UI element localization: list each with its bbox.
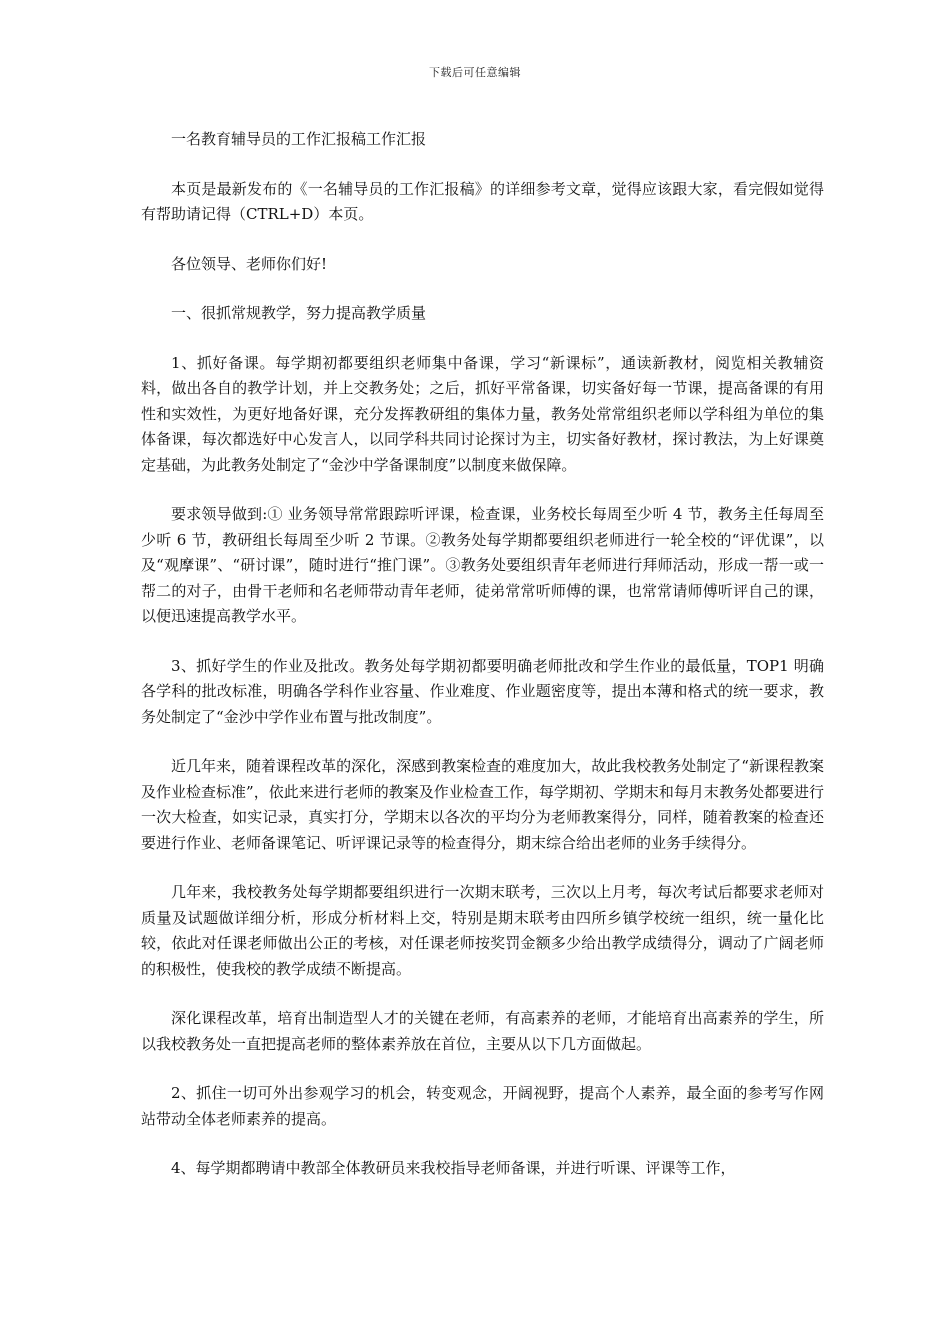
- paragraph-intro: 本页是最新发布的《一名辅导员的工作汇报稿》的详细参考文章，觉得应该跟大家，看完假如觉得有帮助请记得（CTRL+D）本页。: [141, 179, 824, 223]
- paragraph-study-visits: 2、抓住一切可外出参观学习的机会，转变观念，开阔视野，提高个人素养，最全面的参考写作网站带动全体老师素养的提高。: [141, 1084, 824, 1128]
- paragraph-researchers: 4、每学期都聘请中教部全体教研员来我校指导老师备课，并进行听课、评课等工作，: [171, 1159, 736, 1177]
- paragraph-greeting: 各位领导、老师你们好!: [171, 254, 328, 273]
- paragraph-homework: 3、抓好学生的作业及批改。教务处每学期初都要明确老师批改和学生作业的最低量，TOP1 明确各学科的批改标准，明确各学科作业容量、作业难度、作业题密度等，提出本薄和格式的统一要求，教务处制定了“金沙中学作业布置与批改制度”。: [141, 656, 824, 726]
- section-heading-1: 一、很抓常规教学，努力提高教学质量: [171, 304, 427, 322]
- paragraph-lesson-plan-check: 近几年来，随着课程改革的深化，深感到教案检查的难度加大，故此我校教务处制定了“新课程教案及作业检查标准”，依此来进行老师的教案及作业检查工作，每学期初、学期末和每月末教务处都要进行一次大检查，如实记录，真实打分，学期末以各次的平均分为老师教案得分，同样，随着教案的检查还要进行作业、老师备课笔记、听评课记录等的检查得分，期末综合给出老师的业务手续得分。: [141, 757, 824, 852]
- paragraph-leadership-requirements: 要求领导做到:① 业务领导常常跟踪听评课，检查课，业务校长每周至少听 4 节，教务主任每周至少听 6 节，教研组长每周至少听 2 节课。②教务处每学期都要组织老师进行一轮全校的“评优课”，以及“观摩课”、“研讨课”，随时进行“推门课”。③教务处要组织青年老师进行拜师活动，形成一帮一或一帮二的对子，由骨干老师和名老师带动青年老师，徒弟常常听师傅的课，也常常请师傅听评自己的课，以便迅速提高教学水平。: [141, 505, 824, 625]
- paragraph-curriculum-reform: 深化课程改革，培育出制造型人才的关键在老师，有高素养的老师，才能培育出高素养的学生，所以我校教务处一直把提高老师的整体素养放在首位，主要从以下几方面做起。: [141, 1009, 824, 1053]
- document-title: 一名教育辅导员的工作汇报稿工作汇报: [171, 130, 427, 148]
- paragraph-lesson-prep: 1、抓好备课。每学期初都要组织老师集中备课，学习“新课标”，通读新教材，阅览相关教辅资料，做出各自的教学计划，并上交教务处；之后，抓好平常备课，切实备好每一节课，提高备课的有用性和实效性，为更好地备好课，充分发挥教研组的集体力量，教务处常常组织老师以学科组为单位的集体备课，每次都选好中心发言人，以同学科共同讨论探讨为主，切实备好教材，探讨教法，为上好课奠定基础，为此教务处制定了“金沙中学备课制度”以制度来做保障。: [141, 353, 824, 474]
- paragraph-exams: 几年来，我校教务处每学期都要组织进行一次期末联考，三次以上月考，每次考试后都要求老师对质量及试题做详细分析，形成分析材料上交，特别是期末联考由四所乡镇学校统一组织，统一量化比较，依此对任课老师做出公正的考核，对任课老师按奖罚金额多少给出教学成绩得分，调动了广阔老师的积极性，使我校的教学成绩不断提高。: [141, 883, 824, 978]
- document-body: [141, 127, 824, 1206]
- page-header-note: 下载后可任意编辑: [429, 66, 521, 79]
